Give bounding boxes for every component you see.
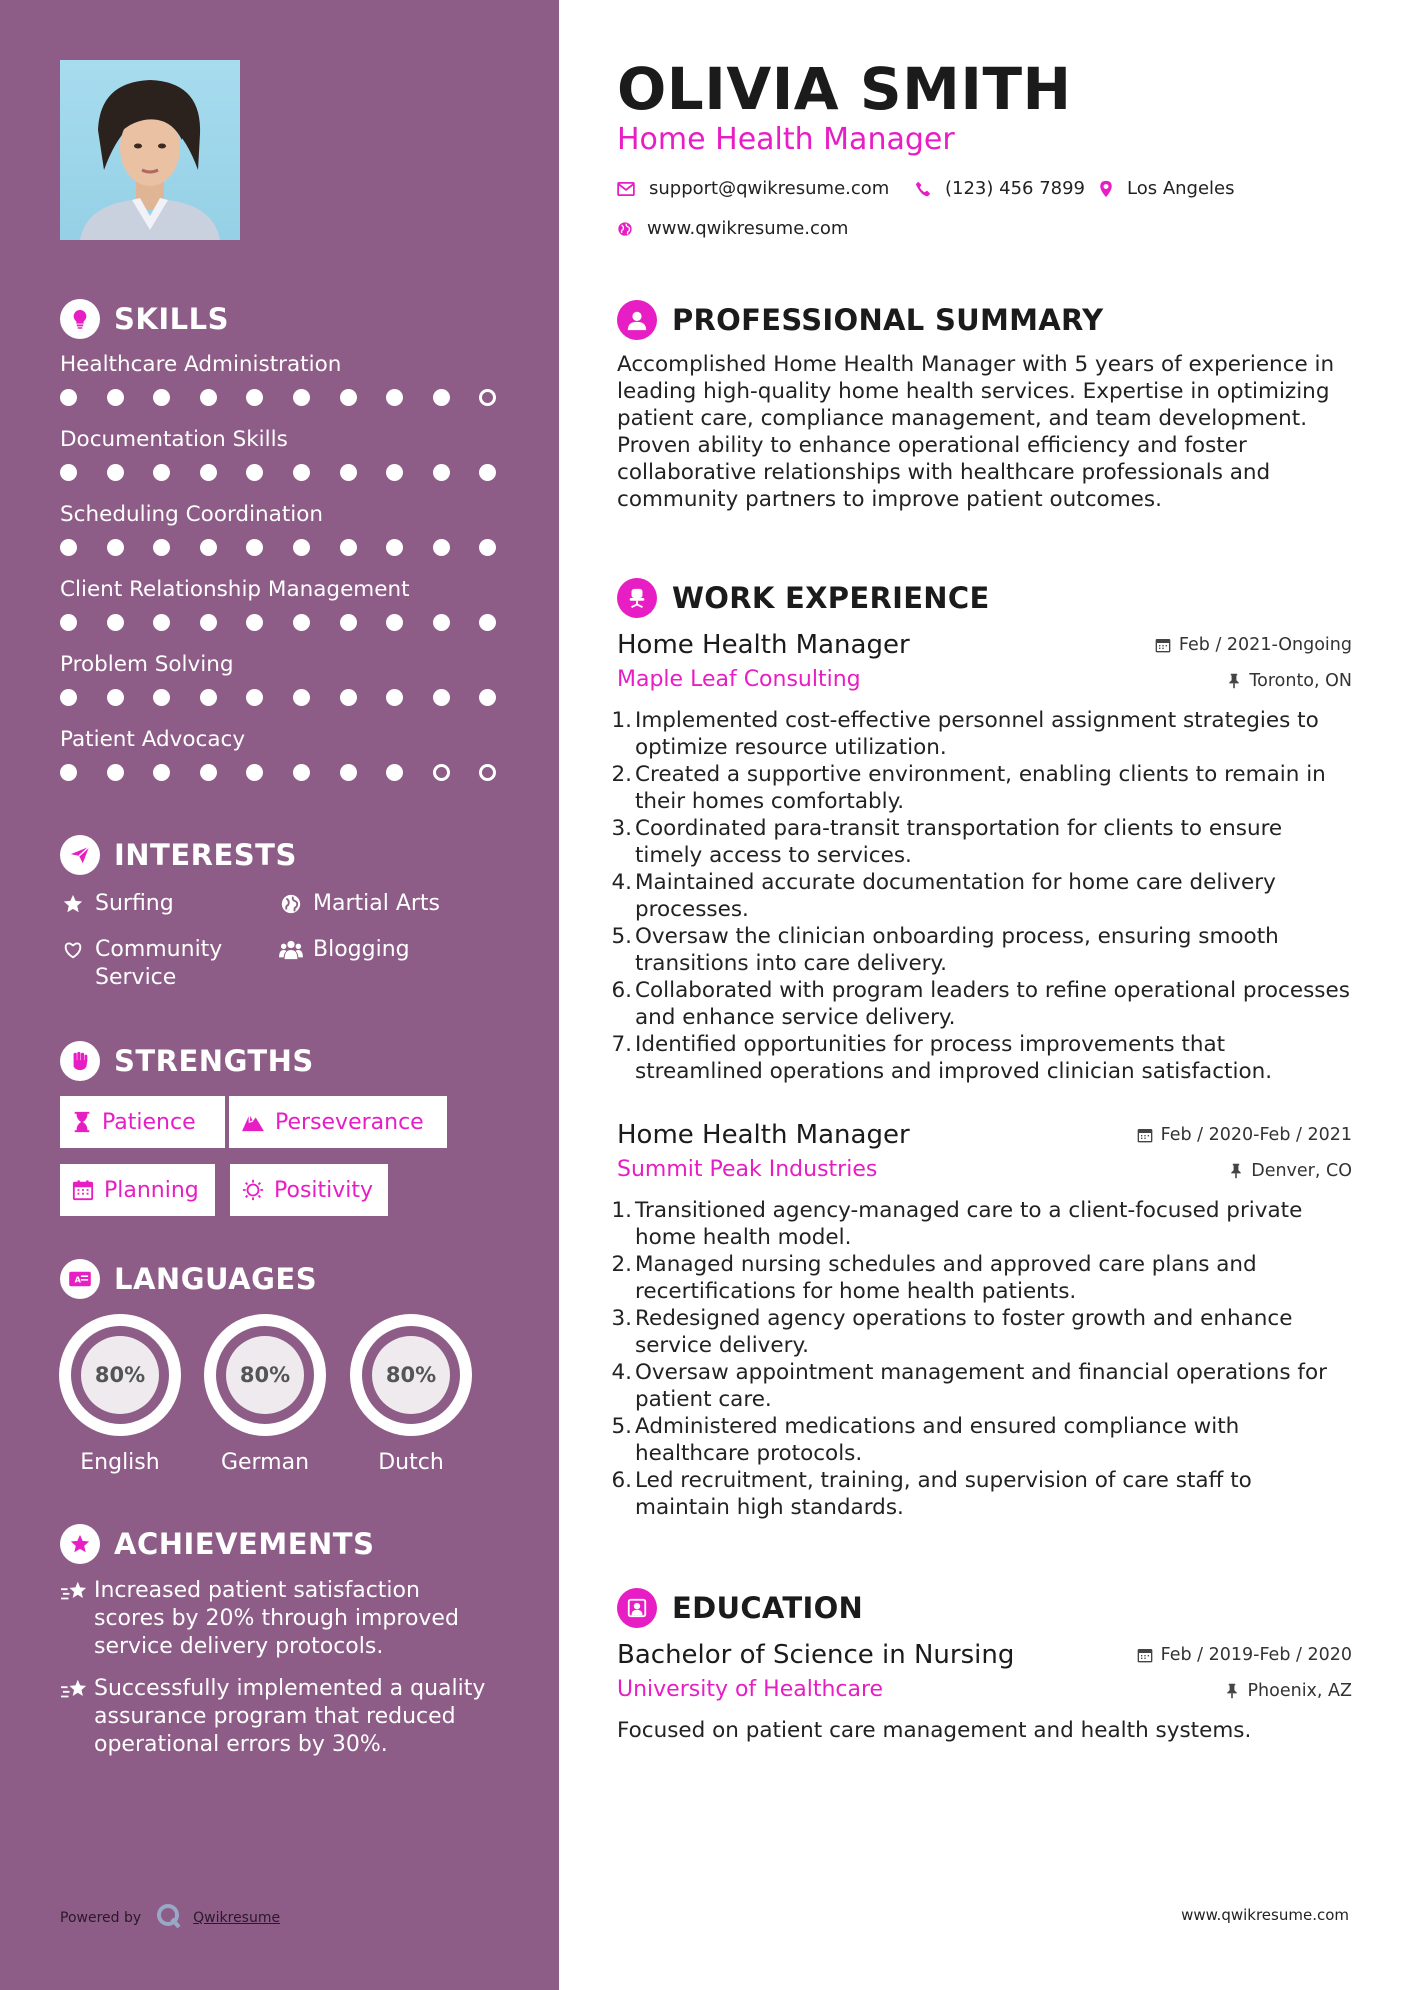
people-icon xyxy=(278,936,304,961)
rating-dot-filled xyxy=(433,614,450,631)
rating-dot-filled xyxy=(293,389,310,406)
languages-section xyxy=(60,1258,510,1474)
skill-name: Problem Solving xyxy=(60,652,234,677)
language-percent: 80% xyxy=(372,1336,450,1414)
education-location xyxy=(1225,1681,1352,1701)
rating-dot-filled xyxy=(340,389,357,406)
rating-dot-filled xyxy=(60,464,77,481)
experience-title: WORK EXPERIENCE xyxy=(672,581,990,615)
skill-name: Documentation Skills xyxy=(60,427,288,452)
job-bullet: Transitioned agency-managed care to a client-focused private home health model. xyxy=(635,1198,1303,1250)
climbing-icon xyxy=(241,1112,265,1132)
interest-item xyxy=(278,936,410,964)
rating-dot-filled xyxy=(340,614,357,631)
education-location-text: Phoenix, AZ xyxy=(1247,1681,1352,1701)
achievements-list xyxy=(60,1577,510,1759)
job-title: Home Health Manager xyxy=(617,1120,910,1150)
rating-dot-filled xyxy=(479,464,496,481)
skill-rating xyxy=(60,680,510,725)
skill-name: Healthcare Administration xyxy=(60,352,342,377)
school-name: University of Healthcare xyxy=(617,1677,884,1702)
language-ring xyxy=(350,1314,472,1436)
shooting-star-icon xyxy=(60,1675,94,1759)
star-icon xyxy=(60,890,86,915)
education-description: Focused on patient care management and health systems. xyxy=(617,1718,1252,1743)
language-name: English xyxy=(80,1450,160,1475)
rating-dot-filled xyxy=(107,389,124,406)
rating-dot-filled xyxy=(153,389,170,406)
hands-icon xyxy=(60,936,86,961)
job-bullet: Maintained accurate documentation for home care delivery processes. xyxy=(635,870,1276,922)
rating-dot-filled xyxy=(246,539,263,556)
job-bullet: Collaborated with program leaders to refine operational processes and enhance service delivery. xyxy=(635,978,1350,1030)
job-location xyxy=(1229,1161,1352,1181)
rating-dot-filled xyxy=(386,764,403,781)
interest-label: Surfing xyxy=(95,891,174,916)
language-name: Dutch xyxy=(378,1450,444,1475)
job-company: Maple Leaf Consulting xyxy=(617,667,861,692)
job-entry xyxy=(617,627,1352,1085)
contact-info xyxy=(617,178,1352,258)
strengths-section xyxy=(60,1040,510,1236)
rating-dot-filled xyxy=(246,689,263,706)
rating-dot-filled xyxy=(386,614,403,631)
rating-dot-filled xyxy=(200,539,217,556)
calendar-icon xyxy=(1155,637,1171,653)
education-dates xyxy=(1137,1645,1352,1665)
rating-dot-filled xyxy=(107,464,124,481)
job-dates-text: Feb / 2020-Feb / 2021 xyxy=(1160,1125,1352,1145)
skill-rating xyxy=(60,380,510,425)
location-text: Los Angeles xyxy=(1127,178,1235,199)
contact-website[interactable] xyxy=(617,218,848,239)
fist-icon xyxy=(60,1041,100,1081)
interest-item xyxy=(60,936,260,992)
rating-dot-filled xyxy=(107,764,124,781)
contact-email[interactable] xyxy=(617,178,889,199)
rating-dot-filled xyxy=(386,389,403,406)
contact-location xyxy=(1099,178,1235,199)
achievements-title: ACHIEVEMENTS xyxy=(114,1527,375,1561)
rating-dot-filled xyxy=(433,389,450,406)
languages-list xyxy=(60,1314,510,1474)
achievement-item xyxy=(60,1675,510,1759)
achievement-text: Successfully implemented a quality assurance program that reduced operational errors by 30%. xyxy=(94,1676,486,1757)
rating-dot-filled xyxy=(153,614,170,631)
strength-label: Planning xyxy=(104,1177,199,1203)
skill-name: Client Relationship Management xyxy=(60,577,410,602)
job-bullet: Led recruitment, training, and supervision of care staff to maintain high standards. xyxy=(635,1468,1252,1520)
rating-dot-filled xyxy=(479,689,496,706)
rating-dot-filled xyxy=(60,689,77,706)
rating-dot-filled xyxy=(340,464,357,481)
phone-icon xyxy=(915,181,931,197)
job-title: Home Health Manager xyxy=(617,630,910,660)
rating-dot-filled xyxy=(200,689,217,706)
contact-phone[interactable] xyxy=(915,178,1085,199)
rating-dot-filled xyxy=(246,389,263,406)
calendar-icon xyxy=(1137,1127,1153,1143)
shooting-star-icon xyxy=(60,1577,94,1661)
job-dates xyxy=(1155,635,1352,655)
strength-tag xyxy=(230,1164,388,1216)
job-bullet: Redesigned agency operations to foster growth and enhance service delivery. xyxy=(635,1306,1293,1358)
skill-rating xyxy=(60,455,510,500)
strength-tag xyxy=(60,1096,225,1148)
pushpin-icon xyxy=(1227,673,1241,689)
education-title: EDUCATION xyxy=(672,1591,864,1625)
skills-title: SKILLS xyxy=(114,302,229,336)
interest-item xyxy=(278,890,440,918)
language-percent: 80% xyxy=(226,1336,304,1414)
strength-label: Positivity xyxy=(274,1177,374,1203)
qwikresume-link[interactable]: Qwikresume xyxy=(193,1910,281,1926)
job-bullets xyxy=(617,707,1352,1085)
skill-rating xyxy=(60,530,510,575)
footer-website[interactable]: www.qwikresume.com xyxy=(1181,1906,1349,1924)
hourglass-icon xyxy=(72,1111,92,1133)
skill-rating xyxy=(60,755,510,800)
job-bullet: Implemented cost-effective personnel assignment strategies to optimize resource utilization. xyxy=(635,708,1319,760)
envelope-icon xyxy=(617,182,635,196)
globe-icon xyxy=(617,221,633,237)
job-bullet: Oversaw the clinician onboarding process, ensuring smooth transitions into care delivery. xyxy=(635,924,1279,976)
rating-dot-filled xyxy=(293,539,310,556)
rating-dot-filled xyxy=(107,689,124,706)
skill-rating xyxy=(60,605,510,650)
sun-icon xyxy=(242,1179,264,1201)
rating-dot-empty xyxy=(479,389,496,406)
map-pin-icon xyxy=(1099,180,1113,198)
powered-by-label: Powered by xyxy=(60,1910,142,1926)
language-item xyxy=(350,1314,472,1475)
interest-label: Martial Arts xyxy=(313,891,441,916)
candidate-title: Home Health Manager xyxy=(617,122,955,157)
office-chair-icon xyxy=(617,578,657,618)
rating-dot-filled xyxy=(433,539,450,556)
job-location xyxy=(1227,671,1352,691)
rating-dot-filled xyxy=(433,689,450,706)
rating-dot-filled xyxy=(340,689,357,706)
job-bullet: Oversaw appointment management and financial operations for patient care. xyxy=(635,1360,1327,1412)
strength-label: Perseverance xyxy=(275,1109,424,1135)
rating-dot-filled xyxy=(293,464,310,481)
rating-dot-filled xyxy=(293,764,310,781)
rating-dot-filled xyxy=(60,539,77,556)
experience-section xyxy=(617,577,1352,1521)
achievement-item xyxy=(60,1577,510,1661)
language-item xyxy=(59,1314,181,1475)
rating-dot-filled xyxy=(340,764,357,781)
job-dates xyxy=(1137,1125,1352,1145)
achievements-section xyxy=(60,1523,510,1773)
calendar-icon xyxy=(1137,1647,1153,1663)
education-section xyxy=(617,1587,1352,1745)
job-bullets xyxy=(617,1197,1352,1521)
summary-title: PROFESSIONAL SUMMARY xyxy=(672,303,1104,337)
rating-dot-filled xyxy=(246,614,263,631)
language-card-icon xyxy=(60,1259,100,1299)
rating-dot-filled xyxy=(60,389,77,406)
star-badge-icon xyxy=(60,1524,100,1564)
education-dates-text: Feb / 2019-Feb / 2020 xyxy=(1160,1645,1352,1665)
skill-name: Scheduling Coordination xyxy=(60,502,324,527)
education-entry xyxy=(617,1637,1352,1745)
skills-section xyxy=(60,298,510,800)
language-percent: 80% xyxy=(81,1336,159,1414)
rating-dot-filled xyxy=(153,464,170,481)
rating-dot-filled xyxy=(246,464,263,481)
rating-dot-filled xyxy=(153,689,170,706)
job-bullet: Identified opportunities for process improvements that streamlined operations and improved clinician satisfaction. xyxy=(635,1032,1273,1084)
user-icon xyxy=(617,300,657,340)
language-ring xyxy=(204,1314,326,1436)
pushpin-icon xyxy=(1229,1163,1243,1179)
graduate-icon xyxy=(617,1588,657,1628)
job-bullet: Created a supportive environment, enabling clients to remain in their homes comfortably. xyxy=(635,762,1326,814)
job-company: Summit Peak Industries xyxy=(617,1157,878,1182)
interest-label: Blogging xyxy=(313,937,410,962)
job-location-text: Toronto, ON xyxy=(1249,671,1352,691)
job-dates-text: Feb / 2021-Ongoing xyxy=(1178,635,1352,655)
job-bullet: Managed nursing schedules and approved care plans and recertifications for home health patients. xyxy=(635,1252,1257,1304)
calendar-icon xyxy=(72,1179,94,1201)
degree-title: Bachelor of Science in Nursing xyxy=(617,1640,1015,1670)
language-name: German xyxy=(220,1450,310,1475)
job-bullet: Coordinated para-transit transportation for clients to ensure timely access to services. xyxy=(635,816,1283,868)
skills-list xyxy=(60,350,510,800)
skill-name: Patient Advocacy xyxy=(60,727,246,752)
rating-dot-filled xyxy=(386,464,403,481)
globe-icon xyxy=(278,890,304,915)
rating-dot-empty xyxy=(479,764,496,781)
strengths-list xyxy=(60,1096,510,1236)
rating-dot-filled xyxy=(293,689,310,706)
job-entry xyxy=(617,1117,1352,1521)
interests-title: INTERESTS xyxy=(114,838,297,872)
lightbulb-icon xyxy=(60,299,100,339)
interests-list xyxy=(60,890,510,1000)
rating-dot-filled xyxy=(386,539,403,556)
svg-text:A: A xyxy=(74,1274,81,1285)
rating-dot-filled xyxy=(153,539,170,556)
language-item xyxy=(204,1314,326,1475)
candidate-name: OLIVIA SMITH xyxy=(617,55,1072,123)
rating-dot-filled xyxy=(200,614,217,631)
rating-dot-filled xyxy=(340,539,357,556)
rating-dot-filled xyxy=(433,464,450,481)
rating-dot-filled xyxy=(479,614,496,631)
rating-dot-filled xyxy=(200,464,217,481)
rating-dot-filled xyxy=(107,539,124,556)
summary-text: Accomplished Home Health Manager with 5 years of experience in leading high-quality home health services. Expertise in optimizing patient care, compliance management, and team development. Proven ability to enhance operational efficiency and foster collaborative relationships with healthcare professionals and community partners to improve patient outcomes. xyxy=(617,352,1335,512)
rating-dot-filled xyxy=(246,764,263,781)
sidebar xyxy=(0,0,559,1990)
email-text: support@qwikresume.com xyxy=(649,178,890,199)
rating-dot-filled xyxy=(200,389,217,406)
rating-dot-filled xyxy=(200,764,217,781)
strength-tag xyxy=(60,1164,215,1216)
strengths-title: STRENGTHS xyxy=(114,1044,314,1078)
language-ring xyxy=(59,1314,181,1436)
achievement-text: Increased patient satisfaction scores by 20% through improved service delivery protocols. xyxy=(94,1578,459,1659)
rating-dot-empty xyxy=(433,764,450,781)
rating-dot-filled xyxy=(293,614,310,631)
pushpin-icon xyxy=(1225,1683,1239,1699)
rating-dot-filled xyxy=(153,764,170,781)
job-bullet: Administered medications and ensured compliance with healthcare protocols. xyxy=(635,1414,1240,1466)
rating-dot-filled xyxy=(479,539,496,556)
website-text: www.qwikresume.com xyxy=(647,218,849,239)
interests-section xyxy=(60,834,510,1000)
strength-label: Patience xyxy=(102,1109,196,1135)
rating-dot-filled xyxy=(107,614,124,631)
strength-tag xyxy=(229,1096,447,1148)
rating-dot-filled xyxy=(60,614,77,631)
phone-text: (123) 456 7899 xyxy=(945,178,1086,199)
paper-plane-icon xyxy=(60,835,100,875)
powered-by xyxy=(60,1902,280,1934)
summary-section xyxy=(617,299,1352,513)
interest-label: Community Service xyxy=(95,937,223,990)
languages-title: LANGUAGES xyxy=(114,1262,318,1296)
rating-dot-filled xyxy=(386,689,403,706)
interest-item xyxy=(60,890,174,918)
profile-photo xyxy=(60,60,240,240)
qwikresume-logo-icon xyxy=(155,1902,183,1934)
rating-dot-filled xyxy=(60,764,77,781)
job-location-text: Denver, CO xyxy=(1251,1161,1352,1181)
